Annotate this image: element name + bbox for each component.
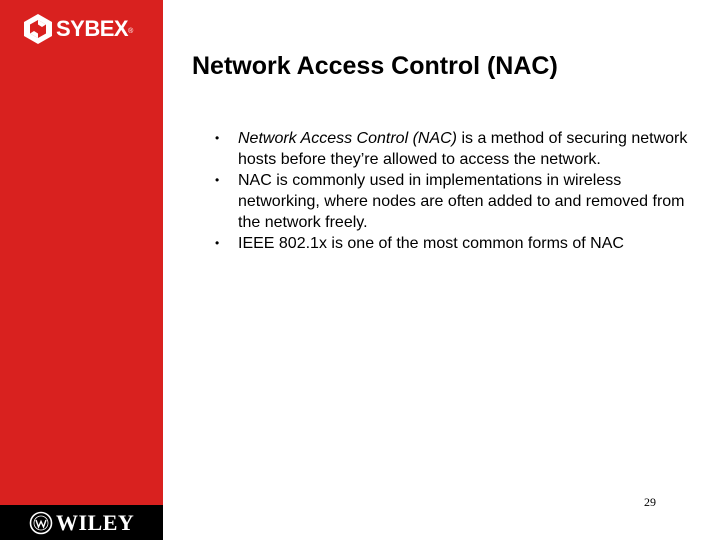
bullet-marker: • [215, 131, 220, 145]
wiley-logo [0, 505, 163, 540]
bullet-list [200, 128, 690, 254]
bullet-text: NAC is commonly used in implementations in wireless networking, where nodes are often added to and removed from the network freely. [238, 172, 685, 231]
wiley-seal-icon [29, 511, 53, 535]
bullet-text: IEEE 802.1x is one of the most common forms of NAC [238, 235, 624, 252]
sybex-wordmark: SYBEX [56, 16, 129, 41]
sidebar [0, 0, 163, 540]
bullet-item [200, 128, 690, 170]
page-number: 29 [644, 495, 656, 509]
sybex-logo-icon [22, 13, 54, 45]
bullet-emphasis: Network Access Control (NAC) [238, 130, 458, 147]
trademark-mark: ® [128, 27, 134, 35]
bullet-text: is a method of securing network hosts before they’re allowed to access the network. [238, 130, 688, 168]
slide-title: Network Access Control (NAC) [192, 52, 558, 80]
bullet-marker: • [215, 173, 220, 187]
sybex-logo [22, 12, 133, 46]
bullet-item [200, 170, 690, 233]
bullet-marker: • [215, 236, 220, 250]
wiley-wordmark: WILEY [56, 509, 135, 535]
bullet-item [200, 233, 690, 254]
